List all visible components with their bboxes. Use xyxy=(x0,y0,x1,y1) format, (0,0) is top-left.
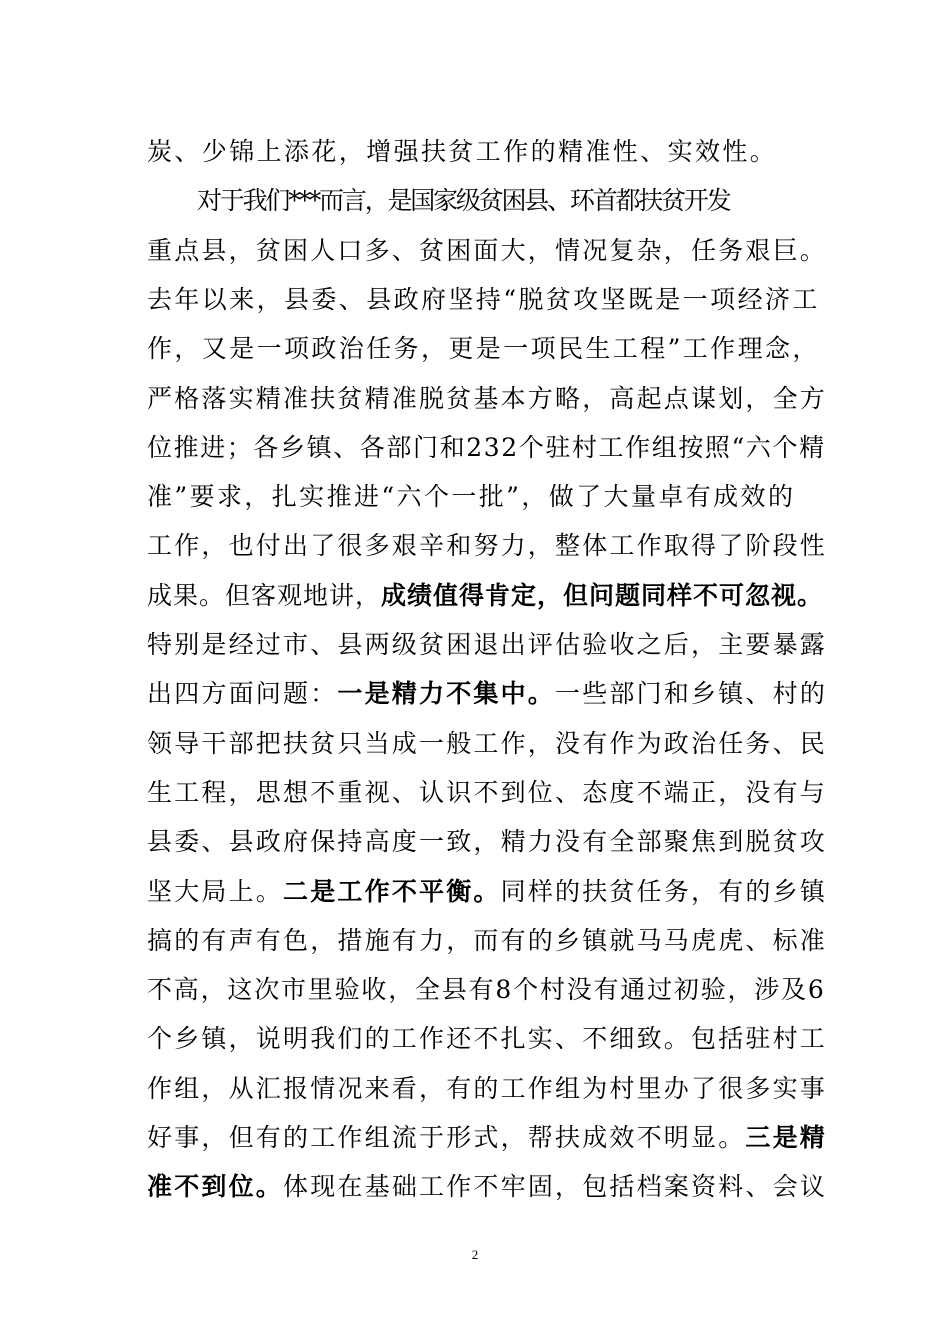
text-segment: 作组，从汇报情况来看，有的工作组为村里办了很多实事 xyxy=(147,1074,828,1103)
text-segment: 严格落实精准扶贫精准脱贫基本方略，高起点谋划，全方 xyxy=(147,384,828,413)
text-line xyxy=(147,724,827,764)
text-segment: 成果。但客观地讲， xyxy=(147,581,382,610)
text-segment: 准”要求，扎实推进“六个一批”，做了大量卓有成效的 xyxy=(147,482,796,511)
text-segment: 作，又是一项政治任务，更是一项民生工程”工作理念， xyxy=(147,334,820,363)
text-line xyxy=(147,921,827,961)
text-line xyxy=(147,231,827,271)
text-line xyxy=(147,428,827,468)
text-segment: 好事，但有的工作组流于形式，帮扶成效不明显。 xyxy=(147,1123,746,1152)
text-line xyxy=(147,576,827,616)
text-segment: 去年以来，县委、县政府坚持“脱贫攻坚既是一项经济工 xyxy=(147,285,820,314)
page-number: 2 xyxy=(471,1247,479,1262)
text-line xyxy=(147,822,827,862)
text-line xyxy=(147,970,827,1010)
text-line xyxy=(147,773,827,813)
text-segment: 重点县，贫困人口多、贫困面大，情况复杂，任务艰巨。 xyxy=(147,236,828,265)
text-segment: 搞的有声有色，措施有力，而有的乡镇就马马虎虎、标准 xyxy=(147,926,828,955)
bold-text-segment: 成绩值得肯定，但问题同样不可忽视。 xyxy=(381,581,824,610)
text-line xyxy=(147,280,827,320)
text-line xyxy=(147,1118,827,1158)
text-segment: 一些部门和乡镇、村的 xyxy=(555,679,828,708)
text-segment: 工作，也付出了很多艰辛和努力，整体工作取得了阶段性 xyxy=(147,531,828,560)
bold-text-segment: 一是精力不集中。 xyxy=(337,679,556,708)
text-line xyxy=(147,1167,827,1207)
text-segment: 生工程，思想不重视、认识不到位、态度不端正，没有与 xyxy=(147,778,828,807)
text-line xyxy=(147,526,827,566)
text-segment: 县委、县政府保持高度一致，精力没有全部聚焦到脱贫攻 xyxy=(147,827,828,856)
bold-text-segment: 三是精 xyxy=(745,1123,828,1152)
text-segment: 个乡镇，说明我们的工作还不扎实、不细致。包括驻村工 xyxy=(147,1024,828,1053)
text-segment: 同样的扶贫任务，有的乡镇 xyxy=(500,877,828,906)
bold-text-segment: 二是工作不平衡。 xyxy=(283,877,501,906)
text-line xyxy=(147,1069,827,1109)
text-segment: 对于我们***而言，是国家级贫困县、环首都扶贫开发 xyxy=(197,186,730,215)
text-segment: 出四方面问题： xyxy=(147,679,338,708)
text-segment: 坚大局上。 xyxy=(147,877,284,906)
text-line xyxy=(147,379,827,419)
text-line xyxy=(197,181,877,221)
text-segment: 炭、少锦上添花，增强扶贫工作的精准性、实效性。 xyxy=(147,137,778,166)
text-segment: 体现在基础工作不牢固，包括档案资料、会议 xyxy=(283,1172,828,1201)
text-segment: 不高，这次市里验收，全县有8个村没有通过初验，涉及6 xyxy=(147,975,826,1004)
bold-text-segment: 准不到位。 xyxy=(147,1172,284,1201)
text-segment: 特别是经过市、县两级贫困退出评估验收之后，主要暴露 xyxy=(147,630,828,659)
text-segment: 位推进；各乡镇、各部门和232个驻村工作组按照“六个精 xyxy=(147,433,826,462)
text-line xyxy=(147,625,827,665)
text-segment: 领导干部把扶贫只当成一般工作，没有作为政治任务、民 xyxy=(147,729,828,758)
text-line xyxy=(147,132,827,172)
text-line xyxy=(147,872,827,912)
text-line xyxy=(147,477,827,517)
text-line xyxy=(147,329,827,369)
text-line xyxy=(147,1019,827,1059)
text-line xyxy=(147,674,827,714)
